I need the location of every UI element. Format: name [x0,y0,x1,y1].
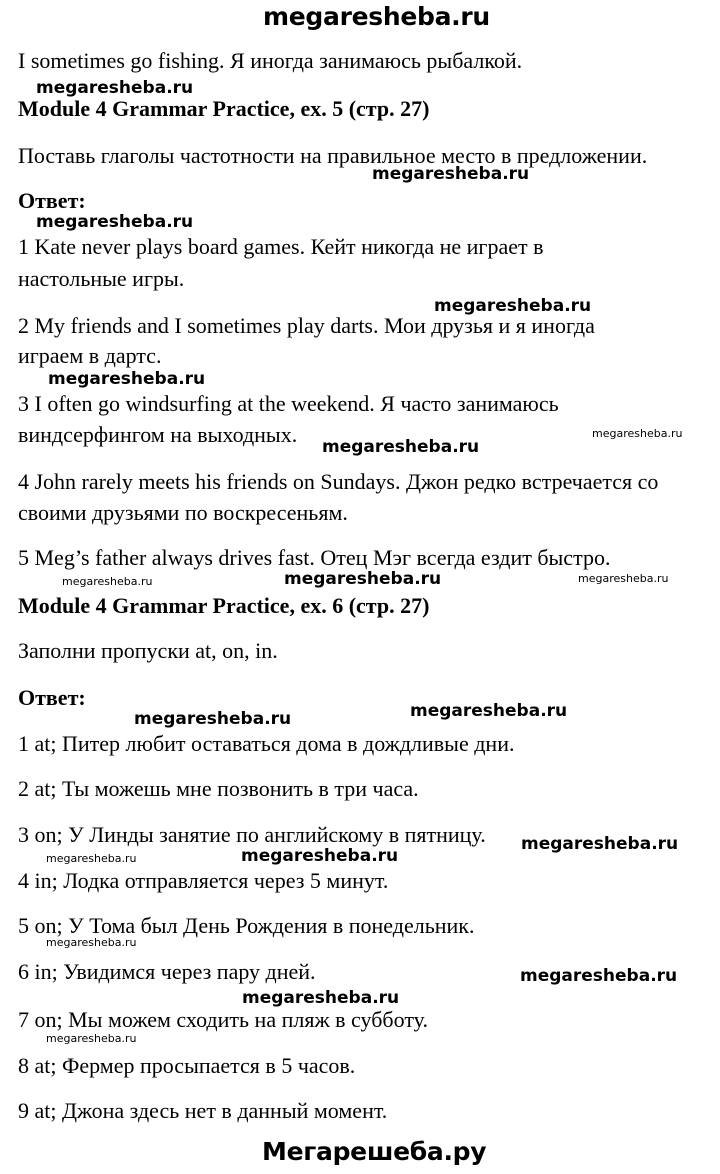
ex5-line: 5 Meg’s father always drives fast. Отец Мэг всегда ездит быстро. [18,545,611,570]
watermark: megaresheba.ru [242,988,400,1008]
ex6-heading: Module 4 Grammar Practice, ex. 6 (стр. 27) [18,593,430,618]
watermark: megaresheba.ru [520,966,678,986]
watermark: megaresheba.ru [36,78,194,98]
watermark-small: megaresheba.ru [46,852,137,865]
watermark-small: megaresheba.ru [62,575,153,588]
ex5-line: виндсерфингом на выходных. [18,422,298,447]
watermark-small: megaresheba.ru [592,427,683,440]
watermark-small: megaresheba.ru [46,936,137,949]
watermark: megaresheba.ru [372,164,530,184]
ex5-heading: Module 4 Grammar Practice, ex. 5 (стр. 27) [18,96,430,121]
ex6-line: 9 at; Джона здесь нет в данный момент. [18,1098,388,1123]
ex5-line: 1 Kate never plays board games. Кейт никогда не играет в [18,234,544,259]
watermark: megaresheba.ru [241,846,399,866]
ex6-line: 4 in; Лодка отправляется через 5 минут. [18,868,389,893]
watermark: megaresheba.ru [134,709,292,729]
ex6-answer-label: Ответ: [18,685,86,710]
intro-line: I sometimes go fishing. Я иногда занимаюсь рыбалкой. [18,48,523,73]
ex6-line: 7 on; Мы можем сходить на пляж в субботу. [18,1007,428,1032]
ex5-line: своими друзьями по воскресеньям. [18,500,348,525]
ex5-line: 4 John rarely meets his friends on Sundays. Джон редко встречается со [18,469,659,494]
ex5-line: 2 My friends and I sometimes play darts. Мои друзья и я иногда [18,313,595,338]
site-header: megaresheba.ru [263,2,490,31]
ex6-line: 5 on; У Тома был День Рождения в понедельник. [18,913,475,938]
ex5-line: играем в дартс. [18,343,162,368]
watermark: megaresheba.ru [322,437,480,457]
watermark: megaresheba.ru [48,369,206,389]
watermark: megaresheba.ru [410,701,568,721]
ex5-answer-label: Ответ: [18,188,86,213]
watermark-small: megaresheba.ru [46,1032,137,1045]
ex5-line: настольные игры. [18,266,185,291]
ex6-line: 1 at; Питер любит оставаться дома в дождливые дни. [18,731,515,756]
ex6-line: 2 at; Ты можешь мне позвонить в три часа. [18,776,419,801]
ex5-line: 3 I often go windsurfing at the weekend. Я часто занимаюсь [18,391,559,416]
watermark-small: megaresheba.ru [578,572,669,585]
watermark: megaresheba.ru [284,569,442,589]
ex6-line: 8 at; Фермер просыпается в 5 часов. [18,1053,356,1078]
ex6-instruction: Заполни пропуски at, on, in. [18,638,278,663]
ex6-line: 6 in; Увидимся через пару дней. [18,959,316,984]
watermark: megaresheba.ru [434,296,592,316]
watermark: megaresheba.ru [36,212,194,232]
ex5-instruction: Поставь глаголы частотности на правильное место в предложении. [18,143,648,168]
watermark: megaresheba.ru [521,834,679,854]
ex6-line: 3 on; У Линды занятие по английскому в пятницу. [18,822,486,847]
site-footer: Мегарешеба.ру [262,1137,487,1166]
